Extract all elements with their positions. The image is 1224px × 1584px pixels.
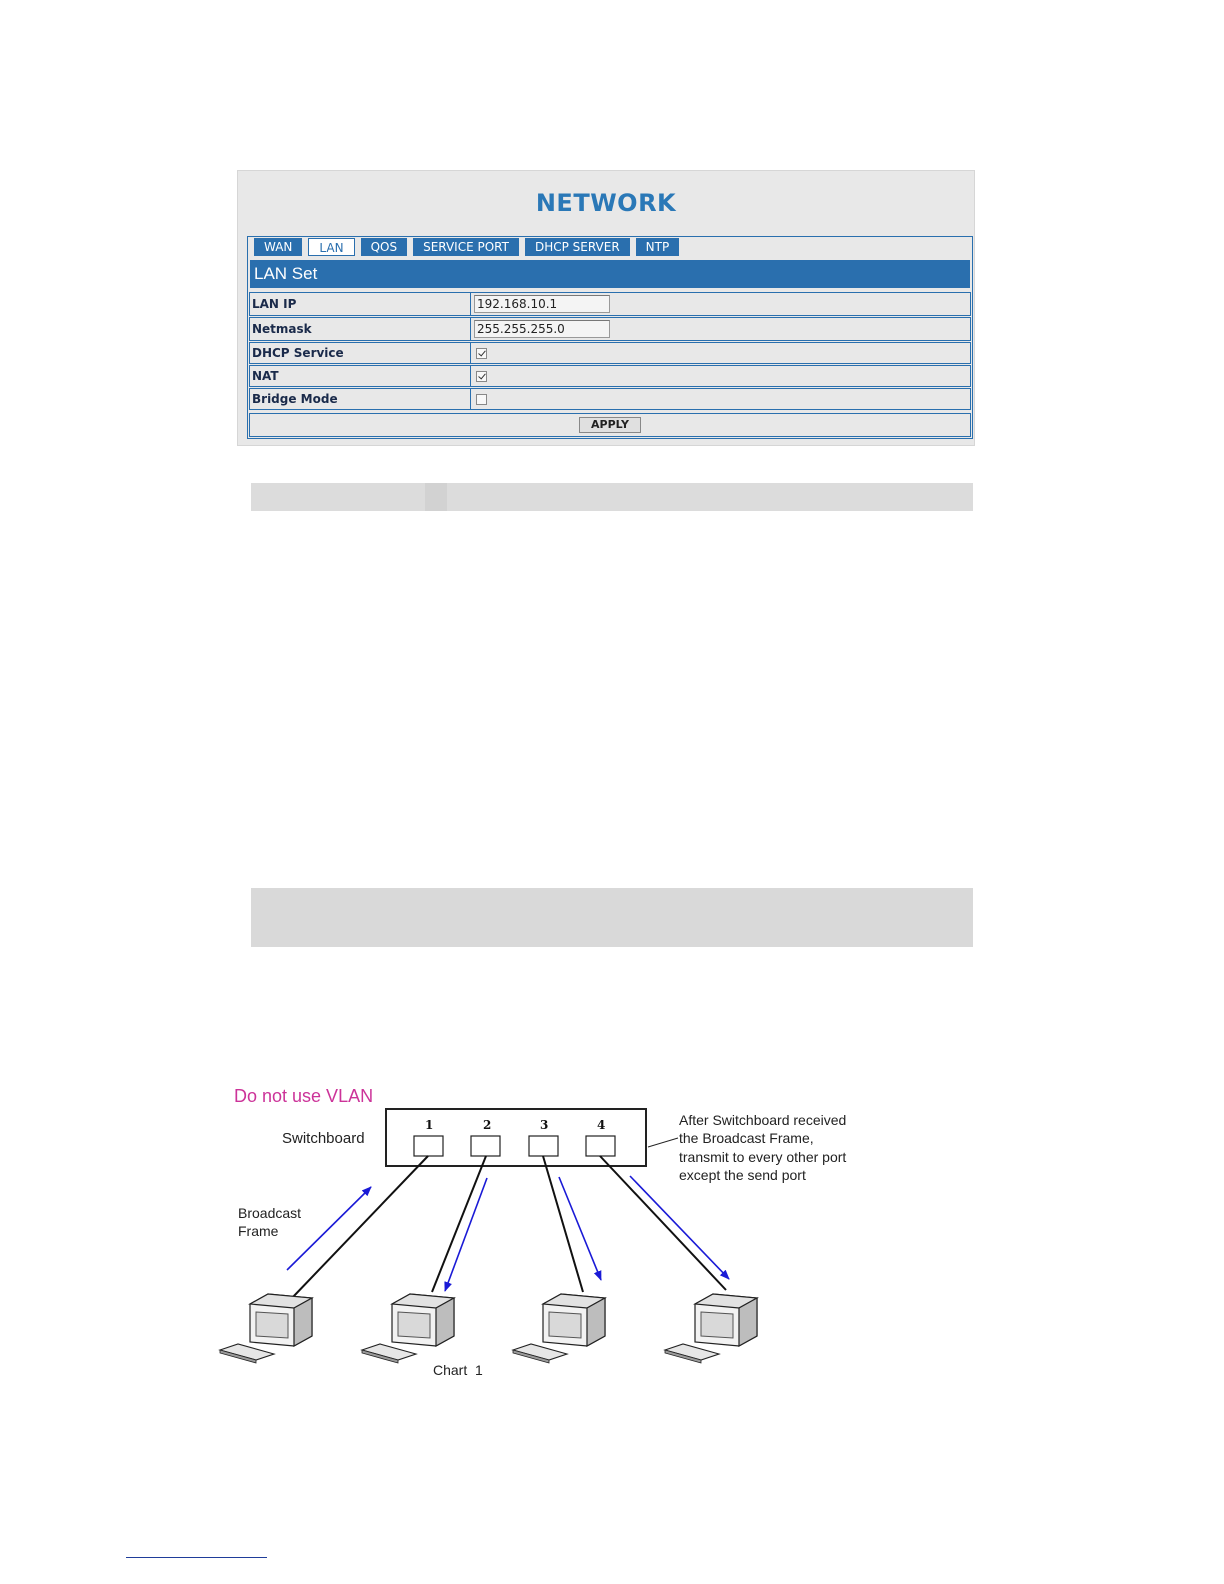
network-frame [247,236,973,439]
cable [432,1156,486,1292]
table-row [249,388,971,410]
port-number: 4 [597,1118,606,1132]
dhcp-service-label: DHCP Service [250,343,471,363]
apply-button[interactable]: APPLY [579,417,641,433]
switch-port [529,1136,558,1156]
vlan-heading: Do not use VLAN [234,1086,374,1106]
switchboard-label: Switchboard [282,1130,365,1147]
note-leader-line [648,1138,678,1147]
tab-bar [254,238,685,256]
gray-table-divider [425,483,447,511]
lan-ip-label: LAN IP [250,293,471,315]
nat-label: NAT [250,366,471,386]
forward-arrow [445,1178,487,1291]
switch-port [586,1136,615,1156]
table-row [249,342,971,364]
tab-ntp[interactable]: NTP [636,238,680,256]
computer-icon [362,1294,454,1363]
gray-table-header [251,483,973,511]
chart-caption: Chart 1 [433,1362,483,1378]
cable [292,1156,428,1298]
note-line-4: except the send port [679,1167,806,1183]
lan-ip-input[interactable] [474,295,610,313]
port-number: 1 [425,1118,434,1132]
broadcast-label-line1: Broadcast [238,1205,302,1221]
bridge-mode-checkbox[interactable] [476,394,487,405]
port-number: 2 [483,1118,492,1132]
note-line-1: After Switchboard received [679,1112,847,1128]
tab-lan[interactable]: LAN [308,238,354,256]
page-title: NETWORK [535,189,677,217]
netmask-input[interactable] [474,320,610,338]
tab-dhcp-server[interactable]: DHCP SERVER [525,238,630,256]
vlan-diagram [0,1070,1224,1400]
computer-icon [665,1294,757,1363]
tab-qos[interactable]: QOS [361,238,408,256]
apply-row [249,413,971,437]
footnote-separator [126,1557,267,1558]
table-row [249,365,971,387]
broadcast-label-line2: Frame [238,1223,279,1239]
computer-icon [513,1294,605,1363]
note-line-3: transmit to every other port [679,1149,847,1165]
note-line-2: the Broadcast Frame, [679,1130,814,1146]
forward-arrow [630,1176,729,1279]
port-number: 3 [540,1118,549,1132]
nat-checkbox[interactable] [476,371,487,382]
switch-port [414,1136,443,1156]
tab-service-port[interactable]: SERVICE PORT [413,238,519,256]
bridge-mode-label: Bridge Mode [250,389,471,409]
dhcp-service-checkbox[interactable] [476,348,487,359]
section-title: LAN Set [250,260,970,288]
network-settings-panel [237,170,975,446]
cable [543,1156,583,1292]
netmask-label: Netmask [250,318,471,340]
tab-wan[interactable]: WAN [254,238,302,256]
lan-settings-table [249,292,971,411]
gray-note-box [251,888,973,947]
table-row [249,317,971,341]
table-row [249,292,971,316]
computer-icon [220,1294,312,1363]
switch-port [471,1136,500,1156]
